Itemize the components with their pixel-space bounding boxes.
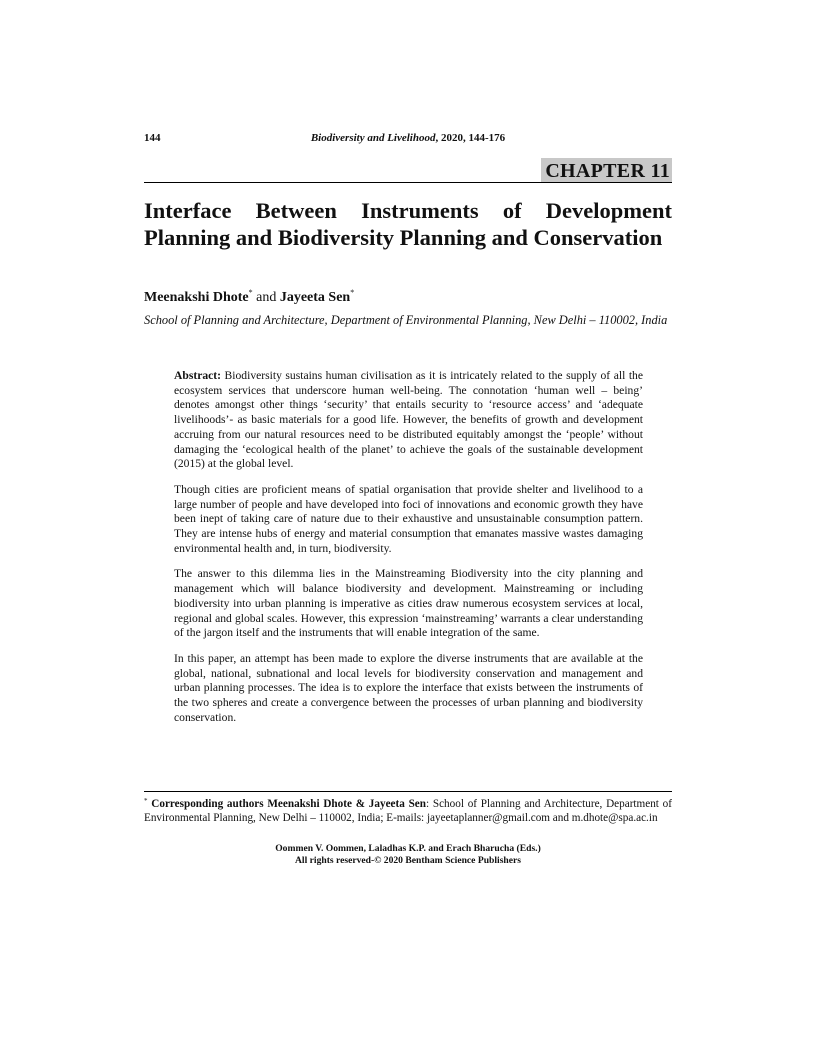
- author-line: [144, 289, 354, 307]
- page-number: 144: [144, 132, 161, 144]
- footnote-label: Corresponding authors Meenakshi Dhote & Jayeeta Sen: [147, 798, 426, 810]
- abstract-text: Biodiversity sustains human civilisation as it is intricately related to the supply of all the ecosystem services that underscore human well-being. The connotation ‘human well – being’ denotes amongst other things ‘security’ that entails security to ‘resource access’ and ‘adequate livelihoods’- as basic materials for a good life. However, the benefits of growth and development accruing from our natural resources need to be distributed equitably amongst the ‘people’ without damaging the ‘ecological health of the planet’ to achieve the goals of the sustainable development (2015) at the global level.: [174, 369, 643, 471]
- footnote-rule: [144, 791, 672, 792]
- journal-name: Biodiversity and Livelihood: [310, 132, 436, 144]
- abstract: [174, 369, 643, 736]
- footnote-mark: *: [144, 797, 148, 805]
- journal-pages: , 2020, 144-176: [435, 132, 506, 144]
- author-name: Jayeeta Sen: [279, 290, 351, 305]
- journal-citation: [144, 132, 672, 144]
- publisher-block: [144, 843, 672, 867]
- author-mark: *: [248, 288, 253, 297]
- author-name: Meenakshi Dhote: [144, 290, 249, 305]
- footnote: [144, 797, 672, 825]
- running-header: [144, 132, 672, 148]
- author-separator: and: [252, 290, 280, 305]
- affiliation: School of Planning and Architecture, Department of Environmental Planning, New Delhi – 110002, India: [144, 313, 668, 327]
- chapter-title: Interface Between Instruments of Development Planning and Biodiversity Planning and Conservation: [144, 198, 672, 250]
- rights-line: All rights reserved-© 2020 Bentham Science Publishers: [294, 855, 522, 866]
- abstract-paragraph: In this paper, an attempt has been made to explore the diverse instruments that are available at the global, national, subnational and local levels for biodiversity conservation and management and urban planning processes. The idea is to explore the interface that exists between the instruments of the two spheres and create a convergence between the processes of urban planning and biodiversity conservation.: [174, 651, 643, 724]
- footnote-text: : School of Planning and Architecture, Department of Environmental Planning, New Delhi – 110002, India; E-mails: jayeetaplanner@gmail.com and m.dhote@spa.ac.in: [144, 798, 672, 824]
- abstract-paragraph: The answer to this dilemma lies in the Mainstreaming Biodiversity into the city planning and management which will balance biodiversity and development. Mainstreaming or including biodiversity into urban planning is imperative as cities draw numerous ecosystem services at local, regional and global scales. However, this expression ‘mainstreaming’ warrants a clear understanding of the jargon itself and the instruments that will enable integration of the same.: [174, 567, 643, 640]
- abstract-paragraph: Though cities are proficient means of spatial organisation that provide shelter and livelihood to a large number of people and have developed into foci of innovations and economic growth they have been inept of taking care of nature due to their exhaustive and unsustainable consumption pattern. They are intense hubs of energy and material consumption that emanates massive wastes damaging environmental health and, in turn, biodiversity.: [174, 482, 643, 555]
- abstract-paragraph: [174, 369, 643, 472]
- abstract-label: Abstract:: [174, 369, 222, 382]
- author-mark: *: [350, 288, 355, 297]
- header-rule: [144, 182, 672, 183]
- chapter-label: CHAPTER 11: [541, 158, 672, 183]
- editors-line: Oommen V. Oommen, Laladhas K.P. and Erach Bharucha (Eds.): [275, 843, 541, 854]
